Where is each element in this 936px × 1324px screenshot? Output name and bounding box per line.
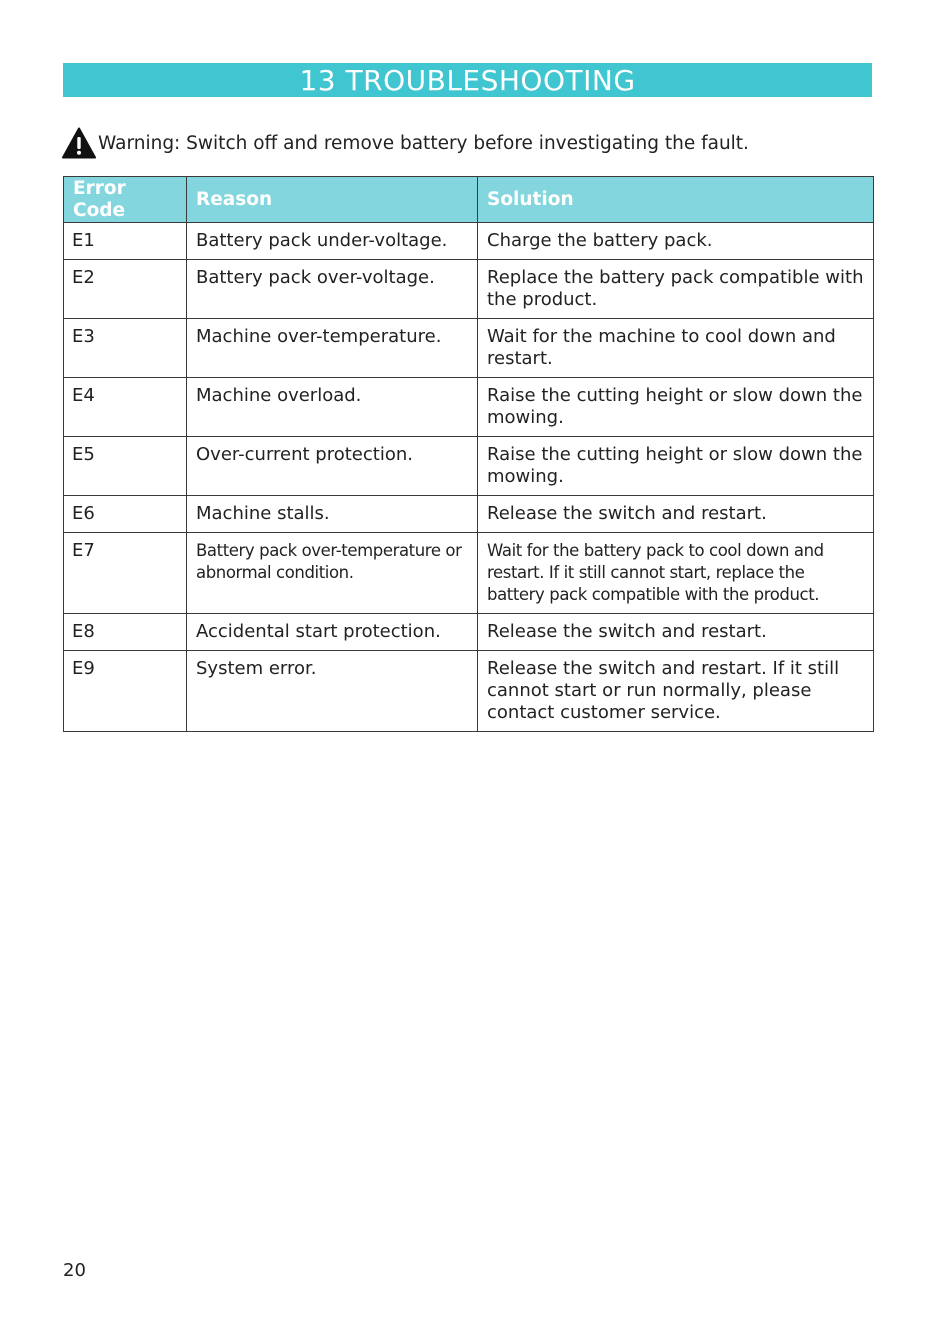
error-code-cell: E2 (64, 260, 187, 319)
error-code-cell: E7 (64, 533, 187, 614)
reason-cell: Machine stalls. (187, 496, 478, 533)
solution-cell: Release the switch and restart. If it still cannot start or run normally, please contact customer service. (478, 651, 874, 732)
page-number: 20 (63, 1260, 86, 1281)
solution-cell: Wait for the battery pack to cool down and restart. If it still cannot start, replace the battery pack compatible with the product. (478, 533, 874, 614)
table-row (64, 496, 874, 533)
error-code-cell: E6 (64, 496, 187, 533)
table-row (64, 319, 874, 378)
table-header-row (64, 177, 874, 223)
warning-triangle-icon (62, 127, 96, 159)
solution-cell: Raise the cutting height or slow down the mowing. (478, 378, 874, 437)
reason-cell: Battery pack over-temperature or abnormal condition. (187, 533, 478, 614)
error-code-cell: E8 (64, 614, 187, 651)
reason-cell: Battery pack over-voltage. (187, 260, 478, 319)
table-row (64, 651, 874, 732)
table-row (64, 437, 874, 496)
table-row (64, 260, 874, 319)
solution-cell: Release the switch and restart. (478, 496, 874, 533)
error-code-cell: E3 (64, 319, 187, 378)
solution-cell: Replace the battery pack compatible with the product. (478, 260, 874, 319)
column-header-solution: Solution (478, 177, 874, 223)
table-row (64, 223, 874, 260)
reason-cell: Machine over-temperature. (187, 319, 478, 378)
reason-cell: Accidental start protection. (187, 614, 478, 651)
warning-text: Warning: Switch off and remove battery before investigating the fault. (98, 132, 749, 154)
column-header-reason: Reason (187, 177, 478, 223)
troubleshooting-table (63, 176, 874, 732)
warning-notice (62, 126, 749, 160)
reason-cell: Battery pack under-voltage. (187, 223, 478, 260)
error-code-cell: E4 (64, 378, 187, 437)
solution-cell: Raise the cutting height or slow down the mowing. (478, 437, 874, 496)
table-row (64, 378, 874, 437)
solution-cell: Wait for the machine to cool down and restart. (478, 319, 874, 378)
solution-cell: Charge the battery pack. (478, 223, 874, 260)
table-row (64, 533, 874, 614)
error-code-cell: E1 (64, 223, 187, 260)
solution-cell: Release the switch and restart. (478, 614, 874, 651)
table-row (64, 614, 874, 651)
reason-cell: System error. (187, 651, 478, 732)
reason-cell: Machine overload. (187, 378, 478, 437)
error-code-cell: E9 (64, 651, 187, 732)
error-code-cell: E5 (64, 437, 187, 496)
section-title: 13 TROUBLESHOOTING (63, 63, 872, 97)
reason-cell: Over-current protection. (187, 437, 478, 496)
column-header-error-code: Error Code (64, 177, 187, 223)
